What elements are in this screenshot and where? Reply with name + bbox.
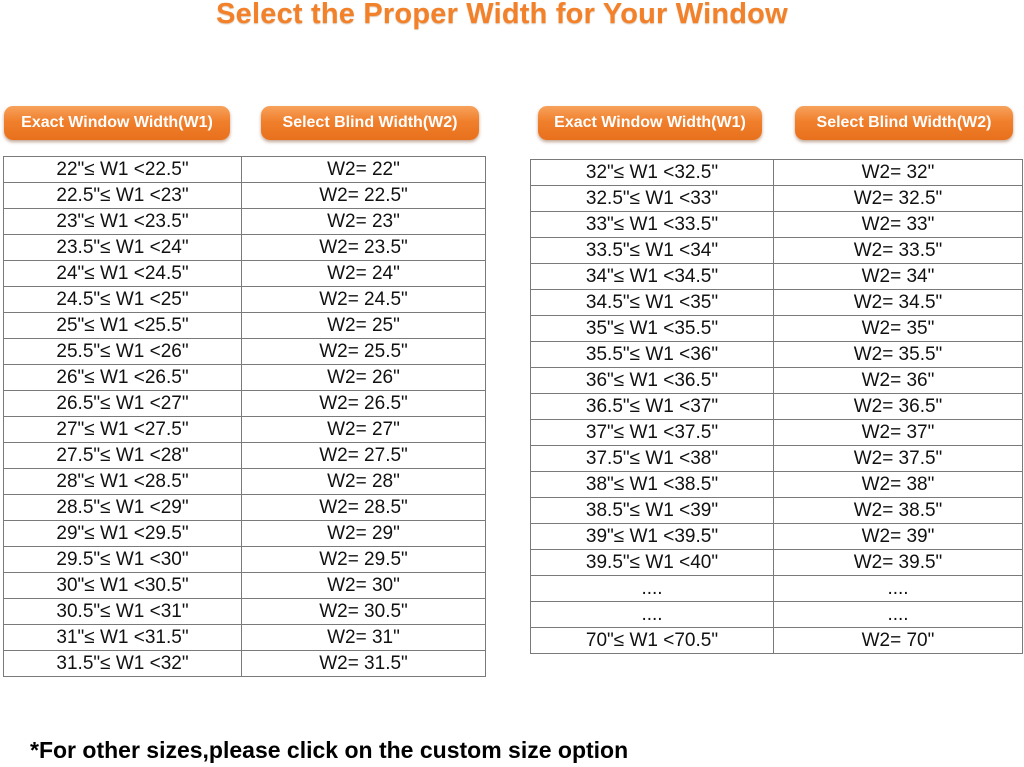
right-header-exact-window-width: Exact Window Width(W1)	[538, 106, 762, 140]
blind-width-cell: W2= 39"	[774, 524, 1023, 550]
table-row	[4, 495, 486, 521]
blind-width-cell: W2= 24"	[242, 261, 486, 287]
blind-width-cell: ....	[774, 602, 1023, 628]
table-row	[531, 160, 1023, 186]
blind-width-cell: W2= 30.5"	[242, 599, 486, 625]
window-width-range-cell: 29"≤ W1 <29.5"	[4, 521, 242, 547]
window-width-range-cell: 32.5"≤ W1 <33"	[531, 186, 774, 212]
window-width-range-cell: 35"≤ W1 <35.5"	[531, 316, 774, 342]
table-row	[4, 521, 486, 547]
window-width-range-cell: 31.5"≤ W1 <32"	[4, 651, 242, 677]
window-width-range-cell: 24.5"≤ W1 <25"	[4, 287, 242, 313]
table-row	[531, 498, 1023, 524]
window-width-range-cell: 35.5"≤ W1 <36"	[531, 342, 774, 368]
window-width-range-cell: ....	[531, 602, 774, 628]
left-size-table	[3, 156, 486, 677]
blind-width-cell: W2= 28.5"	[242, 495, 486, 521]
window-width-range-cell: 24"≤ W1 <24.5"	[4, 261, 242, 287]
table-row	[4, 365, 486, 391]
window-width-range-cell: 31"≤ W1 <31.5"	[4, 625, 242, 651]
blind-width-cell: W2= 33.5"	[774, 238, 1023, 264]
blind-width-cell: W2= 29.5"	[242, 547, 486, 573]
right-header-select-blind-width: Select Blind Width(W2)	[795, 106, 1013, 140]
table-row	[531, 316, 1023, 342]
table-row	[4, 443, 486, 469]
window-width-range-cell: 23.5"≤ W1 <24"	[4, 235, 242, 261]
blind-width-cell: W2= 25"	[242, 313, 486, 339]
blind-width-cell: W2= 22"	[242, 157, 486, 183]
table-row	[4, 183, 486, 209]
window-width-range-cell: 26"≤ W1 <26.5"	[4, 365, 242, 391]
blind-width-cell: W2= 31"	[242, 625, 486, 651]
table-row	[531, 186, 1023, 212]
table-row	[531, 576, 1023, 602]
window-width-range-cell: 38"≤ W1 <38.5"	[531, 472, 774, 498]
table-row	[4, 313, 486, 339]
table-row	[531, 550, 1023, 576]
blind-width-cell: W2= 39.5"	[774, 550, 1023, 576]
window-width-range-cell: 22"≤ W1 <22.5"	[4, 157, 242, 183]
window-width-range-cell: 33"≤ W1 <33.5"	[531, 212, 774, 238]
window-width-range-cell: 39"≤ W1 <39.5"	[531, 524, 774, 550]
window-width-range-cell: 30.5"≤ W1 <31"	[4, 599, 242, 625]
window-width-range-cell: 23"≤ W1 <23.5"	[4, 209, 242, 235]
blind-width-cell: W2= 34.5"	[774, 290, 1023, 316]
blind-width-cell: W2= 38"	[774, 472, 1023, 498]
blind-width-cell: W2= 27.5"	[242, 443, 486, 469]
blind-width-cell: W2= 26"	[242, 365, 486, 391]
table-row	[531, 446, 1023, 472]
window-width-range-cell: 34.5"≤ W1 <35"	[531, 290, 774, 316]
table-row	[4, 651, 486, 677]
window-width-range-cell: 36"≤ W1 <36.5"	[531, 368, 774, 394]
blind-width-cell: W2= 23"	[242, 209, 486, 235]
table-row	[4, 209, 486, 235]
table-row	[531, 212, 1023, 238]
window-width-range-cell: 37"≤ W1 <37.5"	[531, 420, 774, 446]
table-row	[531, 420, 1023, 446]
window-width-range-cell: 38.5"≤ W1 <39"	[531, 498, 774, 524]
window-width-range-cell: 22.5"≤ W1 <23"	[4, 183, 242, 209]
left-header-exact-window-width: Exact Window Width(W1)	[4, 106, 230, 140]
blind-width-cell: W2= 27"	[242, 417, 486, 443]
window-width-range-cell: 29.5"≤ W1 <30"	[4, 547, 242, 573]
table-row	[531, 238, 1023, 264]
window-width-range-cell: 27"≤ W1 <27.5"	[4, 417, 242, 443]
blind-width-cell: W2= 34"	[774, 264, 1023, 290]
blind-width-cell: W2= 33"	[774, 212, 1023, 238]
blind-width-cell: W2= 70"	[774, 628, 1023, 654]
table-row	[4, 547, 486, 573]
table-row	[531, 290, 1023, 316]
blind-width-cell: W2= 31.5"	[242, 651, 486, 677]
table-row	[4, 573, 486, 599]
left-size-table-body	[4, 157, 486, 677]
blind-width-cell: W2= 24.5"	[242, 287, 486, 313]
table-row	[4, 157, 486, 183]
table-row	[4, 261, 486, 287]
table-row	[4, 391, 486, 417]
table-row	[4, 417, 486, 443]
table-row	[531, 628, 1023, 654]
blind-width-cell: W2= 35"	[774, 316, 1023, 342]
right-size-table	[530, 159, 1023, 654]
window-width-range-cell: 39.5"≤ W1 <40"	[531, 550, 774, 576]
table-row	[531, 342, 1023, 368]
page-title: Select the Proper Width for Your Window	[216, 0, 788, 30]
table-row	[531, 394, 1023, 420]
blind-width-cell: W2= 36.5"	[774, 394, 1023, 420]
blind-width-cell: W2= 30"	[242, 573, 486, 599]
blind-width-cell: W2= 22.5"	[242, 183, 486, 209]
window-width-range-cell: 32"≤ W1 <32.5"	[531, 160, 774, 186]
table-row	[4, 469, 486, 495]
custom-size-note: *For other sizes,please click on the custom size option	[30, 737, 629, 763]
table-row	[4, 625, 486, 651]
blind-width-cell: W2= 26.5"	[242, 391, 486, 417]
blind-width-cell: W2= 25.5"	[242, 339, 486, 365]
table-row	[531, 602, 1023, 628]
window-width-range-cell: 25.5"≤ W1 <26"	[4, 339, 242, 365]
window-width-range-cell: 28"≤ W1 <28.5"	[4, 469, 242, 495]
blind-width-cell: W2= 38.5"	[774, 498, 1023, 524]
window-width-range-cell: 36.5"≤ W1 <37"	[531, 394, 774, 420]
window-width-range-cell: 34"≤ W1 <34.5"	[531, 264, 774, 290]
blind-width-cell: W2= 23.5"	[242, 235, 486, 261]
window-width-range-cell: 30"≤ W1 <30.5"	[4, 573, 242, 599]
table-row	[531, 368, 1023, 394]
table-row	[4, 339, 486, 365]
window-width-range-cell: 25"≤ W1 <25.5"	[4, 313, 242, 339]
window-width-range-cell: 33.5"≤ W1 <34"	[531, 238, 774, 264]
table-row	[4, 235, 486, 261]
blind-width-cell: W2= 37.5"	[774, 446, 1023, 472]
window-width-range-cell: 26.5"≤ W1 <27"	[4, 391, 242, 417]
window-width-range-cell: 28.5"≤ W1 <29"	[4, 495, 242, 521]
blind-width-cell: W2= 32"	[774, 160, 1023, 186]
blind-width-cell: W2= 35.5"	[774, 342, 1023, 368]
table-row	[4, 287, 486, 313]
window-width-range-cell: 70"≤ W1 <70.5"	[531, 628, 774, 654]
blind-width-cell: ....	[774, 576, 1023, 602]
table-row	[531, 472, 1023, 498]
table-row	[531, 524, 1023, 550]
blind-width-cell: W2= 37"	[774, 420, 1023, 446]
window-width-range-cell: ....	[531, 576, 774, 602]
blind-width-cell: W2= 29"	[242, 521, 486, 547]
left-header-select-blind-width: Select Blind Width(W2)	[261, 106, 479, 140]
table-row	[4, 599, 486, 625]
blind-width-cell: W2= 36"	[774, 368, 1023, 394]
table-row	[531, 264, 1023, 290]
right-size-table-body	[531, 160, 1023, 654]
blind-width-cell: W2= 32.5"	[774, 186, 1023, 212]
window-width-range-cell: 27.5"≤ W1 <28"	[4, 443, 242, 469]
window-width-range-cell: 37.5"≤ W1 <38"	[531, 446, 774, 472]
blind-width-cell: W2= 28"	[242, 469, 486, 495]
